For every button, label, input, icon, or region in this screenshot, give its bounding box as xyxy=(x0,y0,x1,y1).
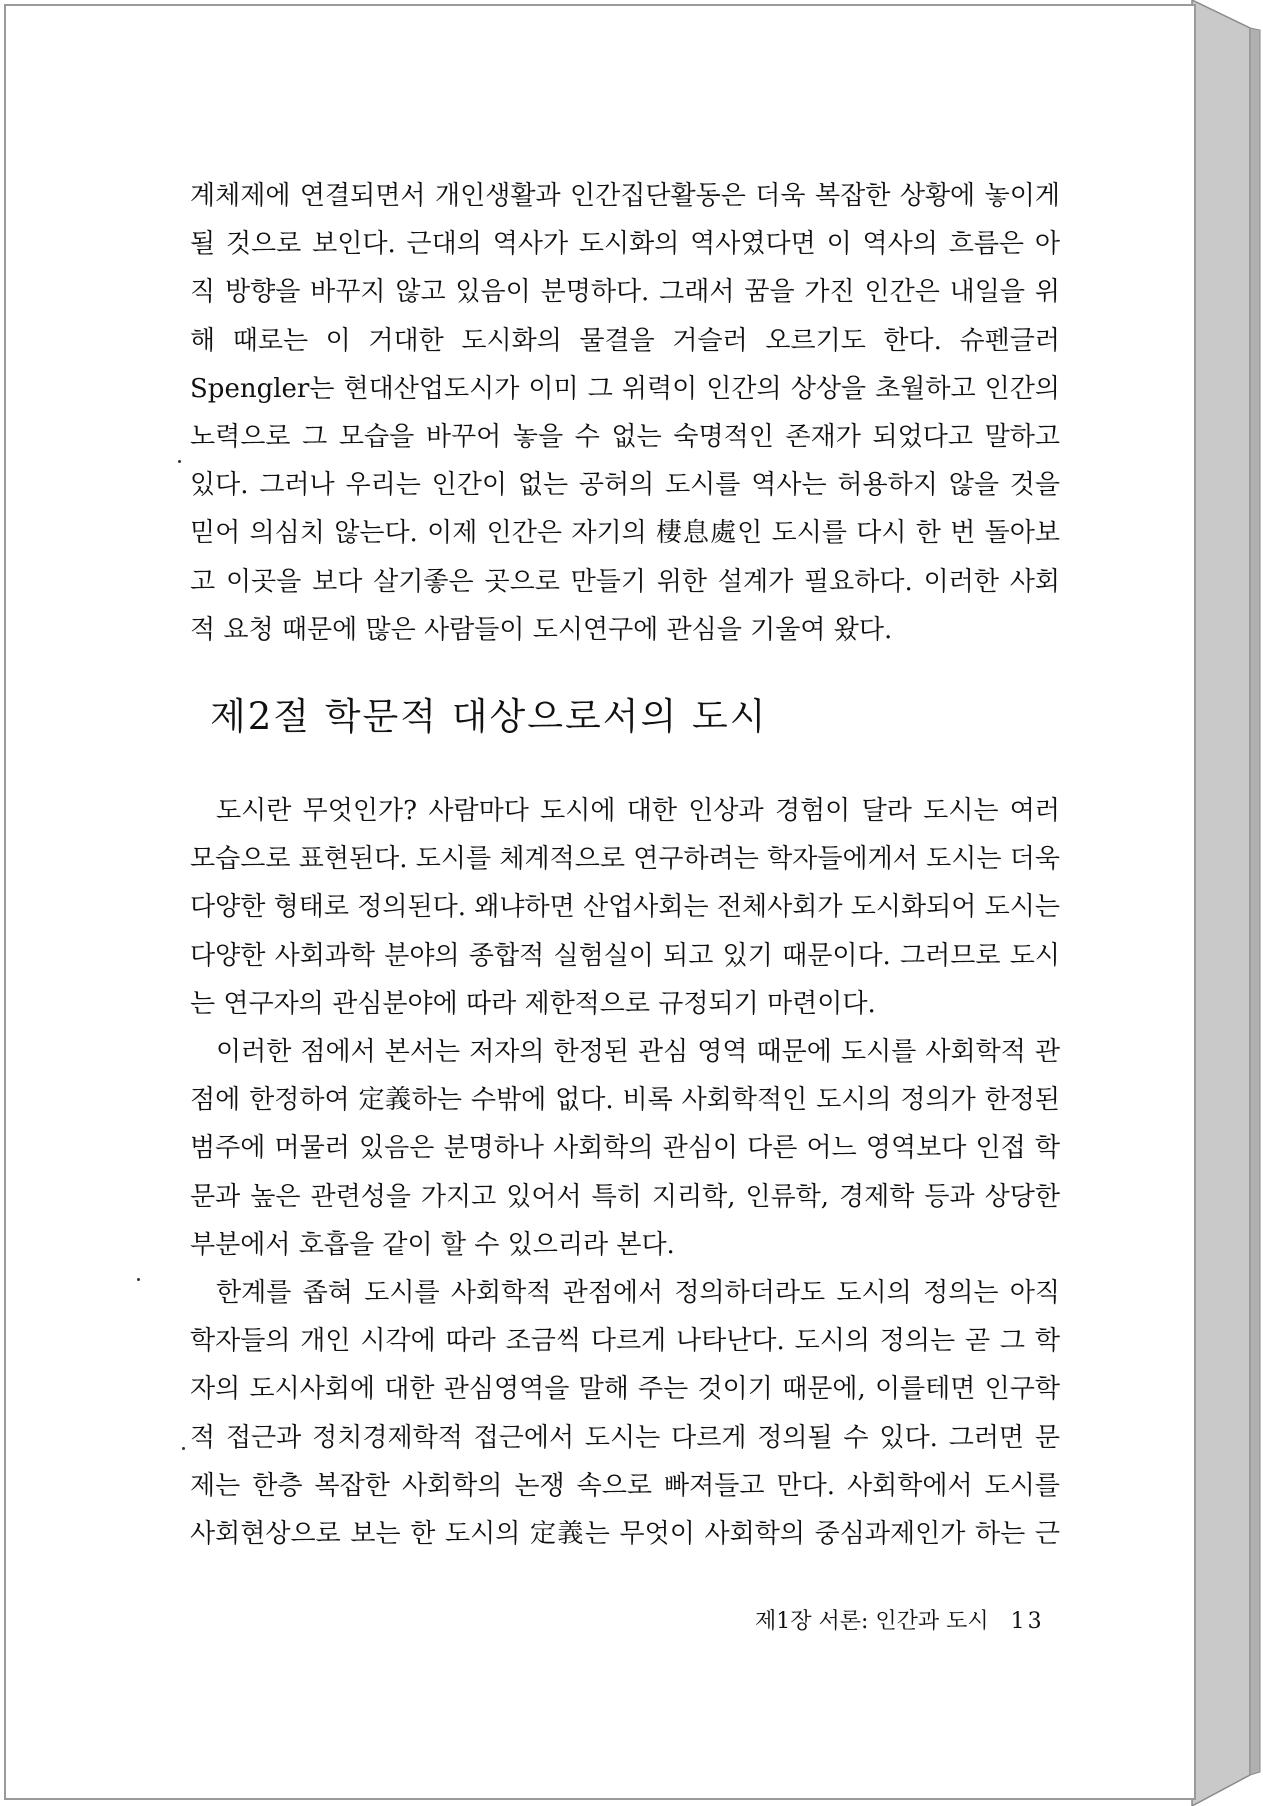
text-line: 노력으로 그 모습을 바꾸어 놓을 수 없는 숙명적인 존재가 되었다고 말하고 xyxy=(190,422,1060,453)
scan-speck xyxy=(137,1278,140,1281)
text-line: 다양한 사회과학 분야의 종합적 실험실이 되고 있기 때문이다. 그러므로 도시 xyxy=(190,940,1060,971)
text-line: 부분에서 호흡을 같이 할 수 있으리라 본다. xyxy=(190,1229,675,1260)
text-line: 제는 한층 복잡한 사회학의 논쟁 속으로 빠져들고 만다. 사회학에서 도시를 xyxy=(190,1470,1060,1501)
text-line: 직 방향을 바꾸지 않고 있음이 분명하다. 그래서 꿈을 가진 인간은 내일을 위 xyxy=(190,277,1060,308)
text-line: 한계를 좁혀 도시를 사회학적 관점에서 정의하더라도 도시의 정의는 아직 xyxy=(216,1278,1060,1309)
text-line: 다양한 형태로 정의된다. 왜냐하면 산업사회는 전체사회가 도시화되어 도시는 xyxy=(190,892,1060,923)
text-line: 문과 높은 관련성을 가지고 있어서 특히 지리학, 인류학, 경제학 등과 상당한 xyxy=(190,1181,1060,1212)
text-line: 사회현상으로 보는 한 도시의 定義는 무엇이 사회학의 중심과제인가 하는 근 xyxy=(190,1519,1060,1550)
page-footer xyxy=(755,1604,1045,1635)
paragraph-3 xyxy=(190,1269,1060,1558)
scan-speck xyxy=(182,1447,185,1450)
section-body xyxy=(190,787,1060,1558)
text-line: 해 때로는 이 거대한 도시화의 물결을 거슬러 오르기도 한다. 슈펜글러 xyxy=(190,325,1060,356)
text-line: 적 접근과 정치경제학적 접근에서 도시는 다르게 정의될 수 있다. 그러면 문 xyxy=(190,1422,1060,1453)
scan-speck xyxy=(178,460,181,463)
text-line: 학자들의 개인 시각에 따라 조금씩 다르게 나타난다. 도시의 정의는 곧 그 학 xyxy=(190,1326,1060,1357)
running-head: 제1장 서론: 인간과 도시 xyxy=(755,1609,989,1634)
text-line: 도시란 무엇인가? 사람마다 도시에 대한 인상과 경험이 달라 도시는 여러 xyxy=(216,796,1060,826)
text-line: 자의 도시사회에 대한 관심영역을 말해 주는 것이기 때문에, 이를테면 인구학 xyxy=(190,1374,1060,1405)
text-line: 모습으로 표현된다. 도시를 체계적으로 연구하려는 학자들에게서 도시는 더욱 xyxy=(190,844,1060,875)
text-line: 이러한 점에서 본서는 저자의 한정된 관심 영역 때문에 도시를 사회학적 관 xyxy=(216,1037,1060,1068)
continued-paragraph xyxy=(190,172,1060,654)
text-line: 될 것으로 보인다. 근대의 역사가 도시화의 역사였다면 이 역사의 흐름은 아 xyxy=(190,229,1060,260)
text-line: 범주에 머물러 있음은 분명하나 사회학의 관심이 다른 어느 영역보다 인접 학 xyxy=(190,1133,1060,1164)
paragraph-1 xyxy=(190,787,1060,1028)
text-line: Spengler는 현대산업도시가 이미 그 위력이 인간의 상상을 초월하고 인간의 xyxy=(190,373,1060,404)
body-text xyxy=(190,172,1060,654)
text-line: 적 요청 때문에 많은 사람들이 도시연구에 관심을 기울여 왔다. xyxy=(190,614,893,645)
paragraph-2 xyxy=(190,1028,1060,1269)
text-line: 믿어 의심치 않는다. 이제 인간은 자기의 棲息處인 도시를 다시 한 번 돌아보 xyxy=(190,518,1060,549)
text-line: 는 연구자의 관심분야에 따라 제한적으로 규정되기 마련이다. xyxy=(190,988,876,1019)
page-number: 13 xyxy=(1010,1609,1045,1634)
text-line: 고 이곳을 보다 살기좋은 곳으로 만들기 위한 설계가 필요하다. 이러한 사회 xyxy=(190,566,1060,597)
text-line: 점에 한정하여 定義하는 수밖에 없다. 비록 사회학적인 도시의 정의가 한정된 xyxy=(190,1085,1060,1116)
section-heading: 제2절 학문적 대상으로서의 도시 xyxy=(210,695,768,738)
text-line: 있다. 그러나 우리는 인간이 없는 공허의 도시를 역사는 허용하지 않을 것을 xyxy=(190,470,1060,501)
text-line: 계체제에 연결되면서 개인생활과 인간집단활동은 더욱 복잡한 상황에 놓이게 xyxy=(190,181,1060,211)
